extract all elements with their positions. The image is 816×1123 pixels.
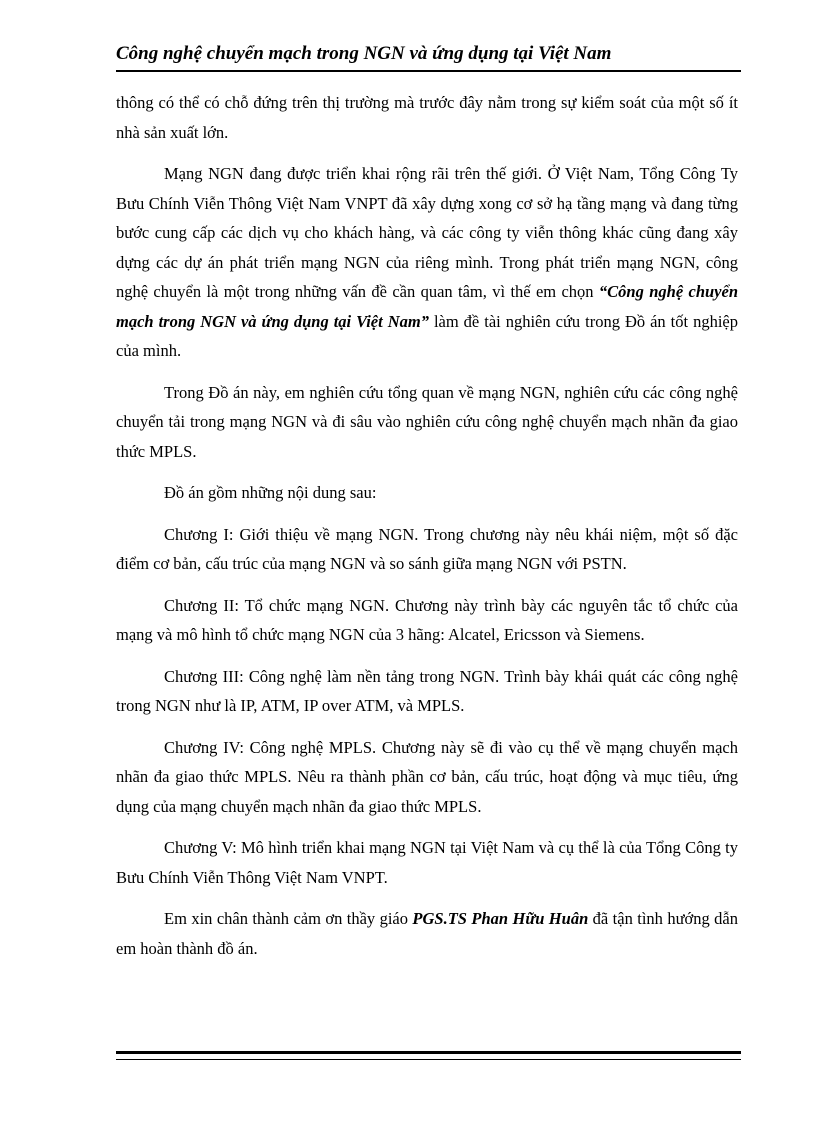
chapter-1-summary: Chương I: Giới thiệu về mạng NGN. Trong chương này nêu khái niệm, một số đặc điểm cơ bản, cấu trúc của mạng NGN và so sánh giữa mạng NGN với PSTN. bbox=[116, 524, 738, 573]
thesis-title-emphasis: “Công nghệ chuyển mạch trong NGN và ứng dụng tại Việt Nam” bbox=[116, 282, 738, 331]
advisor-name: PGS.TS Phan Hữu Huân bbox=[412, 909, 589, 928]
paragraph-text: làm đề tài nghiên cứu trong Đồ án tốt nghiệp của mình. bbox=[116, 311, 738, 360]
chapter-2-summary: Chương II: Tổ chức mạng NGN. Chương này trình bày các nguyên tắc tổ chức của mạng và mô hình tổ chức mạng NGN của 3 hãng: Alcatel, Ericsson và Siemens. bbox=[116, 595, 738, 644]
paragraph-contents-intro: Đồ án gồm những nội dung sau: bbox=[164, 483, 377, 502]
paragraph-research-scope: Trong Đồ án này, em nghiên cứu tổng quan về mạng NGN, nghiên cứu các công nghệ chuyển tải trong mạng NGN và đi sâu vào nghiên cứu công nghệ chuyển mạch nhãn đa giao thức MPLS. bbox=[116, 382, 738, 461]
document-running-title: Công nghệ chuyển mạch trong NGN và ứng dụng tại Việt Nam bbox=[116, 43, 612, 64]
page-header bbox=[116, 42, 741, 72]
paragraph-acknowledgement bbox=[116, 904, 738, 963]
chapter-4-summary: Chương IV: Công nghệ MPLS. Chương này sẽ đi vào cụ thể về mạng chuyển mạch nhãn đa giao thức MPLS. Nêu ra thành phần cơ bản, cấu trúc, hoạt động và mục tiêu, ứng dụng của mạng chuyển mạch nhãn đa giao thức MPLS. bbox=[116, 737, 738, 816]
paragraph-ngn-deployment bbox=[116, 159, 738, 366]
paragraph-continuation: thông có thể có chỗ đứng trên thị trường mà trước đây nằm trong sự kiểm soát của một số ít nhà sản xuất lớn. bbox=[116, 93, 738, 142]
paragraph-text: Em xin chân thành cảm ơn thầy giáo bbox=[164, 909, 413, 928]
page-footer-rule bbox=[116, 1051, 741, 1060]
chapter-3-summary: Chương III: Công nghệ làm nền tảng trong NGN. Trình bày khái quát các công nghệ trong NGN như là IP, ATM, IP over ATM, và MPLS. bbox=[116, 666, 738, 715]
document-body bbox=[116, 88, 738, 975]
paragraph-text: Mạng NGN đang được triển khai rộng rãi trên thế giới. Ở Việt Nam, Tổng Công Ty Bưu Chính Viễn Thông Việt Nam VNPT đã xây dựng xong cơ sở hạ tầng mạng và đang từng bước cung cấp các dịch vụ cho khách hàng, và các công ty viễn thông khác cũng đang xây dựng các dự án phát triển mạng NGN của riêng mình. Trong phát triển mạng NGN, công nghệ chuyển là một trong những vấn đề cần quan tâm, vì thế em chọn bbox=[116, 164, 738, 301]
chapter-5-summary: Chương V: Mô hình triển khai mạng NGN tại Việt Nam và cụ thể là của Tổng Công ty Bưu Chính Viễn Thông Việt Nam VNPT. bbox=[116, 838, 738, 887]
paragraph-text: đã tận tình hướng dẫn em hoàn thành đồ án. bbox=[116, 909, 738, 958]
